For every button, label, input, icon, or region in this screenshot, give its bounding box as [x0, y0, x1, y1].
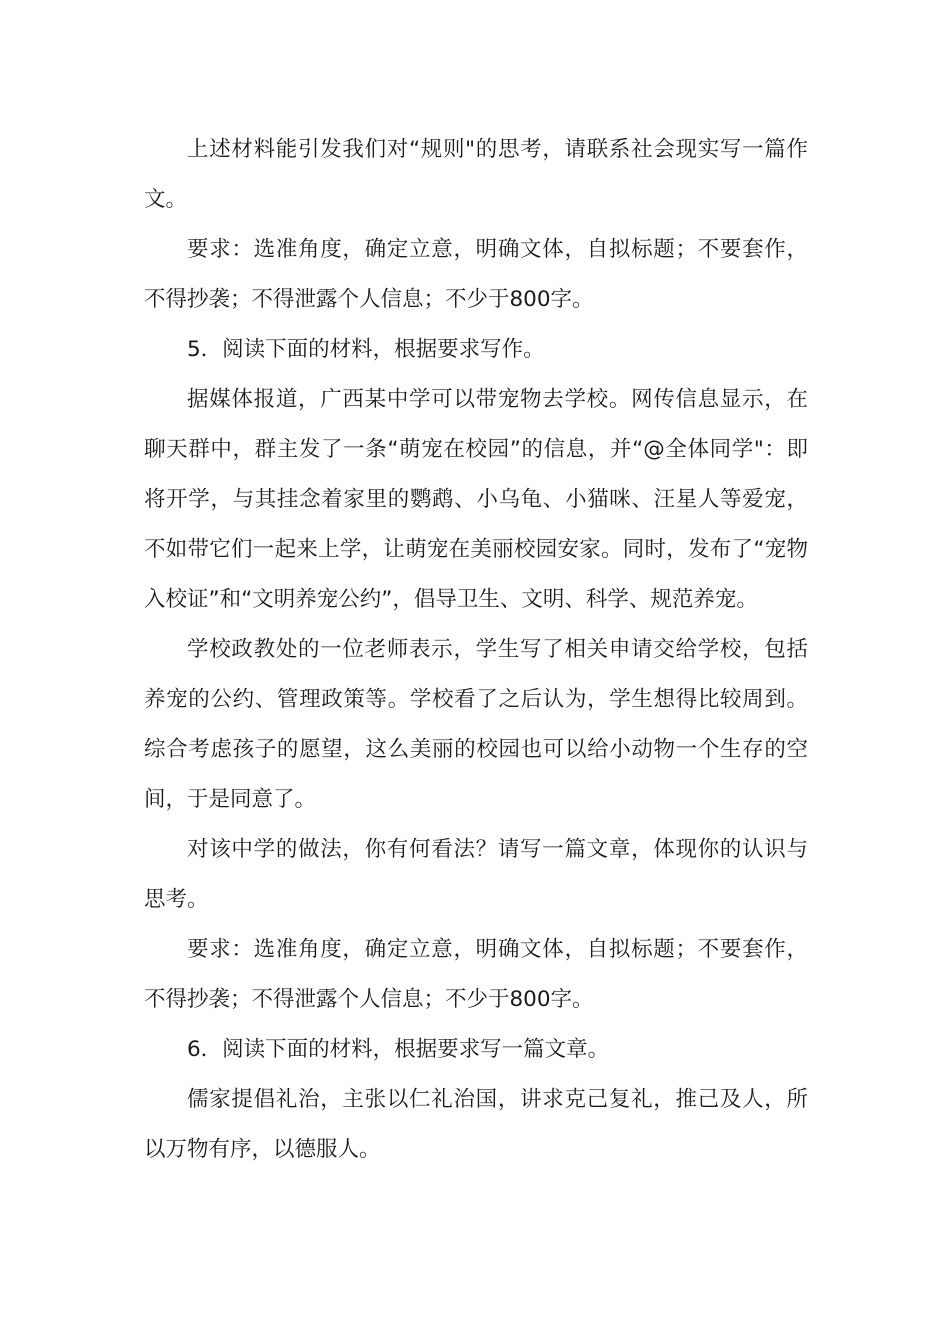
paragraph-requirements-1: 要求：选准角度，确定立意，明确文体，自拟标题；不要套作，不得抄袭；不得泄露个人信息；不少于800字。 [144, 237, 808, 312]
paragraph-confucian-material: 儒家提倡礼治，主张以仁礼治国，讲求克己复礼，推己及人，所以万物有序，以德服人。 [144, 1087, 808, 1162]
paragraph-question-6-heading: 6．阅读下面的材料，根据要求写一篇文章。 [187, 1037, 610, 1062]
paragraph-requirements-2: 要求：选准角度，确定立意，明确文体，自拟标题；不要套作，不得抄袭；不得泄露个人信息；不少于800字。 [144, 937, 808, 1012]
paragraph-pet-report: 据媒体报道，广西某中学可以带宠物去学校。网传信息显示，在聊天群中，群主发了一条“萌宠在校园”的信息，并“@全体同学"：即将开学，与其挂念着家里的鹦鹉、小乌龟、小猫咪、汪星人等爱宠，不如带它们一起来上学，让萌宠在美丽校园安家。同时，发布了“宠物入校证”和“文明养宠公约”，倡导卫生、文明、科学、规范养宠。 [144, 387, 808, 612]
paragraph-rules-prompt: 上述材料能引发我们对“规则"的思考，请联系社会现实写一篇作文。 [144, 137, 808, 212]
document-body [144, 125, 808, 1175]
paragraph-writing-task: 对该中学的做法，你有何看法？请写一篇文章，体现你的认识与思考。 [144, 837, 808, 912]
paragraph-question-5-heading: 5．阅读下面的材料，根据要求写作。 [187, 337, 545, 362]
paragraph-teacher-statement: 学校政教处的一位老师表示，学生写了相关申请交给学校，包括养宠的公约、管理政策等。学校看了之后认为，学生想得比较周到。综合考虑孩子的愿望，这么美丽的校园也可以给小动物一个生存的空间，于是同意了。 [144, 637, 808, 812]
